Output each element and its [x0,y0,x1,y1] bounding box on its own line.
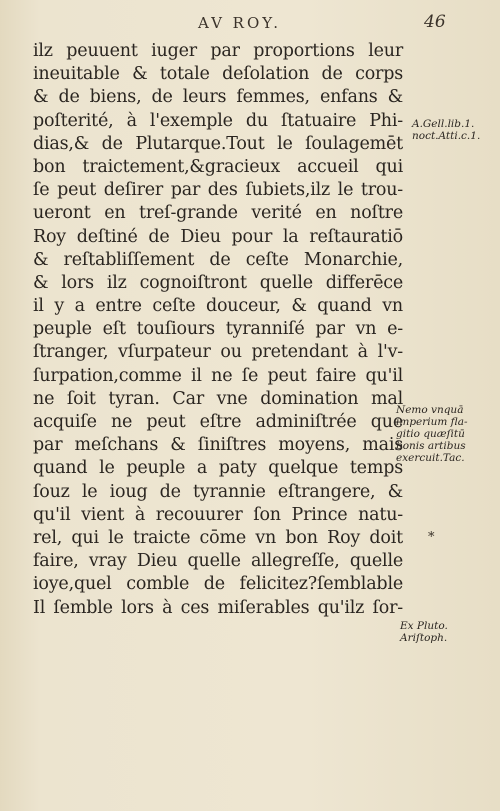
text-line: & lors ilz cognoiſtront quelle differēce [33,272,403,293]
margin-note-line: Ex Pluto. [400,620,448,632]
text-line: rel, qui le traicte cōme vn bon Roy doit [33,527,403,548]
text-line: ſe peut deſirer par des ſubiets,ilz le trou- [33,180,403,201]
text-line: poſterité, à l'exemple du ſtatuaire Phi- [33,110,403,131]
text-line: dias,& de Plutarque.Tout le ſoulagemēt [33,133,403,154]
text-line: peuple eſt touſiours tyranniſé par vn e- [33,319,403,340]
text-line: quand le peuple a paty quelque temps [33,458,403,479]
margin-note-line: gitio quæſitū [396,428,465,440]
text-line: ineuitable & totale deſolation de corps [33,64,403,85]
body-text [33,40,403,620]
margin-note-plutarch [400,620,448,644]
text-line: Il ſemble lors à ces miſerables qu'ilz ſor- [33,597,403,618]
margin-note-gellius [412,118,480,142]
text-line: par meſchans & ſiniſtres moyens, mais [33,435,403,456]
margin-note-line: exercuit.Tac. [396,452,465,464]
text-line: ioye,quel comble de felicitez?ſemblable [33,574,403,595]
text-line: ſtranger, vſurpateur ou pretendant à l'v- [33,342,403,363]
margin-note-tacitus [396,404,468,464]
text-line: ueront en treſ-grande verité en noſtre [33,203,403,224]
page-number: 46 [424,12,446,32]
margin-note-line: Nemo vnquā [396,404,464,416]
text-line: & de biens, de leurs femmes, enfans & [33,87,403,108]
text-line: ſouz le ioug de tyrannie eſtrangere, & [33,481,403,502]
running-header: AV ROY. [198,14,282,32]
text-line: bon traictement,&gracieux accueil qui [33,156,403,177]
margin-note-line: A.Gell.lib.1. [412,118,475,130]
asterisk-mark: * [428,530,435,545]
text-line: Roy deſtiné de Dieu pour la reſtauratiō [33,226,403,247]
text-line: il y a entre ceſte douceur, & quand vn [33,296,403,317]
margin-note-line: bonis artibus [396,440,466,452]
text-line: ilz peuuent iuger par proportions leur [33,41,403,61]
text-line: faire, vray Dieu quelle allegreſſe, quelle [33,551,403,572]
text-line: & reſtabliſſement de ceſte Monarchie, [33,249,403,270]
text-line: ne ſoit tyran. Car vne domination mal [33,388,403,409]
text-line: qu'il vient à recouurer ſon Prince natu- [33,504,403,525]
text-line: acquiſe ne peut eſtre adminiſtrée que [33,412,403,432]
margin-note-line: imperium fla- [396,416,468,428]
margin-note-line: noct.Atti.c.1. [412,130,481,142]
margin-note-line: Ariſtoph. [400,632,448,644]
text-line: ſurpation,comme il ne ſe peut faire qu'il [33,365,403,386]
